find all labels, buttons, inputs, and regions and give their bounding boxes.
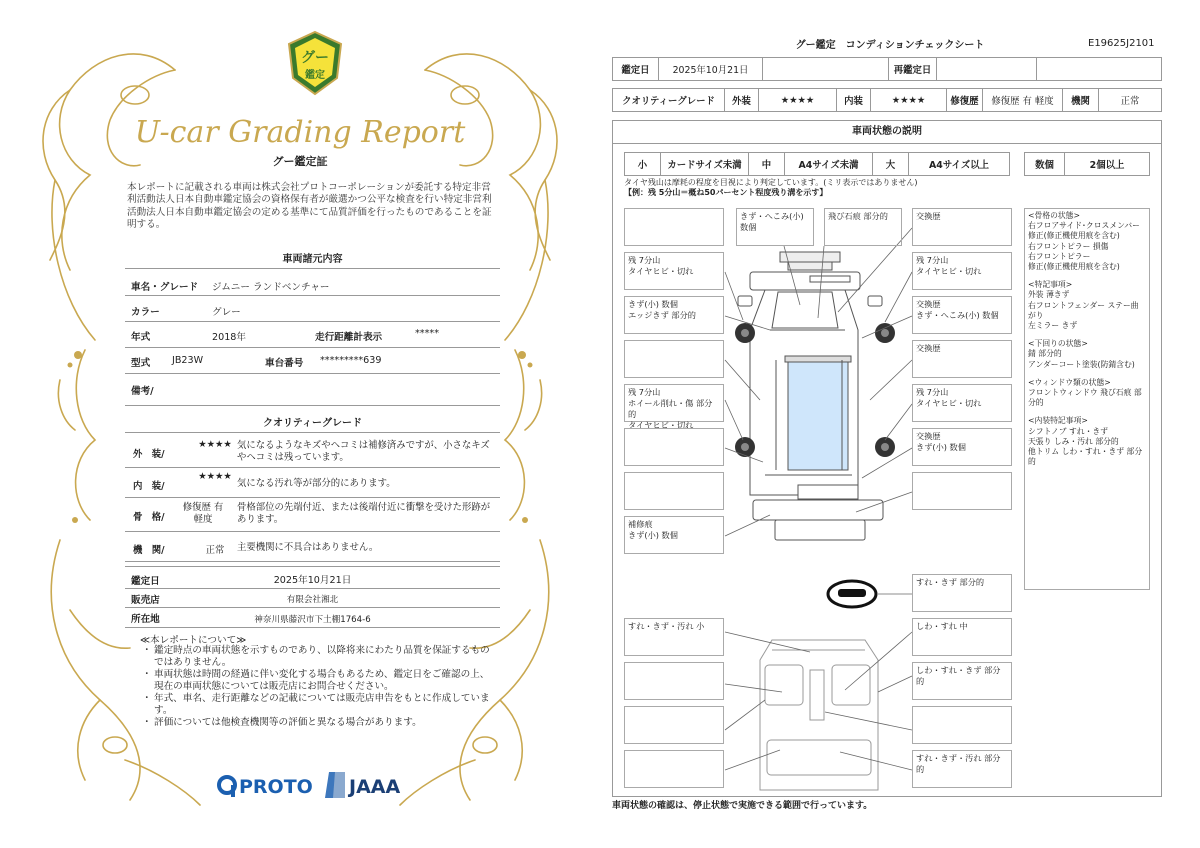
interior-box-right-2 (912, 662, 1012, 700)
exterior-note: 残 7分山 タイヤヒビ・切れ (628, 255, 694, 276)
interior-box-right-4 (912, 750, 1012, 788)
goo-appraisal-badge-icon (285, 30, 345, 96)
frame-condition-notes (1028, 211, 1146, 272)
proto-logo-icon (219, 776, 313, 798)
exterior-note: 残 7分山 ホイール削れ・傷 部分的 タイヤヒビ・切れ (628, 387, 713, 430)
exterior-box-left-1 (624, 208, 724, 246)
quality-frame-grade: 修復歴 有 軽度 (182, 502, 224, 525)
interior-box-left-1 (624, 618, 724, 656)
spec-color-value: グレー (212, 307, 241, 318)
spec-color-label: カラー (131, 307, 160, 318)
spec-model-label: 型式 (131, 358, 151, 369)
size-large-desc: A4サイズ以上 (909, 153, 1010, 176)
notes-line: シフトノブ すれ・きず (1028, 426, 1108, 436)
interior-value: ★★★★ (871, 89, 947, 112)
exterior-box-left-8 (624, 516, 724, 554)
condition-check-sheet (600, 0, 1200, 848)
reappraisal-date-label: 再鑑定日 (889, 58, 937, 81)
notes-line: アンダーコート塗装(防錆含む) (1028, 359, 1135, 369)
spec-name-value: ジムニー ランドベンチャー (212, 282, 330, 293)
interior-note: しわ・すれ 中 (916, 621, 968, 631)
badge-text-main: グー (301, 50, 329, 66)
quality-interior-grade: ★★★★ (198, 471, 232, 482)
notes-line: 修正(修正機使用痕を含む) (1028, 231, 1120, 241)
spec-mileage-label: 走行距離計表示 (315, 332, 383, 343)
notes-group-head: <ウィンドウ類の状態> (1028, 377, 1111, 387)
interior-note: すれ・きず・汚れ 部分的 (916, 753, 1001, 774)
exterior-box-left-7 (624, 472, 724, 510)
exterior-box-left-3 (624, 296, 724, 334)
condition-heading: 車両状態の説明 (612, 120, 1162, 144)
notes-line: 右フロントフェンダー ステー曲がり (1028, 300, 1139, 320)
partner-logos (217, 768, 407, 802)
sheet-footer: 車両状態の確認は、停止状態で実施できる範囲で行っています。 (612, 801, 873, 811)
specs-heading: 車両諸元内容 (282, 254, 343, 265)
exterior-box-top-center-right (824, 208, 902, 246)
interior-note: すれ・きず・汚れ 小 (628, 621, 705, 631)
jaaa-logo-icon (325, 772, 400, 798)
exterior-box-right-7 (912, 472, 1012, 510)
exterior-note: 交換歴 (916, 211, 941, 221)
quality-top-rule (125, 432, 500, 433)
exterior-box-left-4 (624, 340, 724, 378)
exterior-box-left-6 (624, 428, 724, 466)
notes-line: 錆 部分的 (1028, 349, 1062, 359)
exterior-box-right-6 (912, 428, 1012, 466)
quality-row-engine (125, 532, 500, 562)
notes-line: 右フロントピラー (1028, 251, 1091, 261)
certificate-statement: 本レポートに記載される車両は株式会社プロトコーポレーションが委託する特定非営利活動法人日本自動車鑑定協会の資格保有者が厳選かつ公平な検査を行い特定非営利活動法人日本自動車鑑定協会の定める基準にて品質評価を行ったものであることを証明する。 (127, 182, 492, 231)
quality-frame-label: 骨 格/ (133, 512, 165, 523)
exterior-note: 交換歴 (916, 343, 941, 353)
badge-text-sub: 鑑定 (305, 70, 325, 81)
notes-group-head: <下回りの状態> (1028, 339, 1088, 349)
spec-row-color (125, 296, 500, 322)
sheet-title: グー鑑定 コンディションチェックシート (795, 40, 985, 51)
size-medium-desc: A4サイズ未満 (785, 153, 873, 176)
interior-box-left-3 (624, 706, 724, 744)
report-note: ・ 年式、車名、走行距離などの記載については販売店申告をもとに作成しています。 (142, 693, 497, 717)
quality-engine-desc: 主要機関に不具合はありません。 (237, 542, 379, 553)
condition-notes-panel (1024, 208, 1150, 590)
dealer-row (125, 589, 500, 608)
appraisal-date-row (125, 566, 500, 589)
interior-box-steering (912, 574, 1012, 612)
exterior-note: 残 7分山 タイヤヒビ・切れ (916, 255, 982, 276)
exterior-box-top-center-left (736, 208, 814, 246)
spec-row-model (125, 348, 500, 374)
size-medium-label: 中 (749, 153, 785, 176)
certificate-title: グー鑑定証 (272, 155, 328, 168)
script-title-logo (100, 100, 500, 160)
spec-name-label: 車名・グレード (131, 282, 199, 293)
script-title-text: U-car Grading Report (134, 115, 466, 150)
exterior-note: 交換歴 きず・へこみ(小) 数個 (916, 299, 999, 320)
quality-heading: クオリティーグレード (263, 418, 362, 429)
appraisal-date-value: 2025年10月21日 (659, 58, 763, 81)
exterior-box-right-5 (912, 384, 1012, 422)
notes-line: 外装 薄きず (1028, 290, 1070, 300)
proto-logo-text: PROTO (239, 776, 313, 798)
interior-note: すれ・きず 部分的 (916, 577, 985, 587)
exterior-note: きず・へこみ(小) 数個 (740, 211, 804, 232)
address-label: 所在地 (131, 614, 160, 625)
exterior-box-right-4 (912, 340, 1012, 378)
quality-exterior-label: 外 装/ (133, 449, 165, 460)
notes-group-head: <骨格の状態> (1028, 211, 1081, 220)
quality-engine-grade: 正常 (205, 545, 225, 556)
spec-remarks-label: 備考/ (131, 386, 154, 397)
tread-note-line2: 【例：残 5分山＝概ね50パーセント程度残り溝を示す】 (624, 188, 828, 197)
window-notes (1028, 378, 1146, 409)
exterior-box-left-2 (624, 252, 724, 290)
exterior-box-right-3 (912, 296, 1012, 334)
dealer-value: 有限会社湘北 (286, 595, 339, 605)
count-legend-table (1024, 152, 1150, 176)
spec-row-year (125, 322, 500, 348)
tread-note-line1: タイヤ残山は摩耗の程度を目視により判定しています。(ミリ表示ではありません) (624, 178, 918, 187)
exterior-note: 飛び石痕 部分的 (828, 211, 888, 221)
spec-model-value: JB23W (172, 355, 204, 366)
notes-line: 左ミラー きず (1028, 321, 1078, 331)
report-notes-list (142, 645, 497, 729)
size-small-label: 小 (625, 153, 661, 176)
grade-table (612, 88, 1162, 112)
size-small-desc: カードサイズ未満 (661, 153, 749, 176)
exterior-box-right-2 (912, 252, 1012, 290)
spec-year-label: 年式 (131, 332, 151, 343)
quality-row-exterior (125, 434, 500, 468)
quality-interior-label: 内 装/ (133, 481, 165, 492)
spec-mileage-value: ***** (415, 328, 439, 339)
specs-top-rule (125, 268, 500, 269)
interior-note: しわ・すれ・きず 部分的 (916, 665, 1001, 686)
spec-row-remarks (125, 374, 500, 406)
quality-grade-label: クオリティーグレード (613, 89, 725, 112)
exterior-value: ★★★★ (759, 89, 837, 112)
spec-chassis-label: 車台番号 (265, 358, 304, 369)
notes-line: 修正(修正機使用痕を含む) (1028, 262, 1120, 272)
report-notes-heading: ≪本レポートについて≫ (140, 635, 247, 646)
exterior-note: 補修痕 きず(小) 数個 (628, 519, 678, 540)
dealer-label: 販売店 (131, 595, 160, 606)
interior-box-right-1 (912, 618, 1012, 656)
exterior-note: 交換歴 きず(小) 数個 (916, 431, 966, 452)
quality-engine-label: 機 関/ (133, 545, 165, 556)
exterior-box-top-right (912, 208, 1012, 246)
interior-box-left-2 (624, 662, 724, 700)
exterior-box-left-5 (624, 384, 724, 430)
notes-group-head: <特記事項> (1028, 280, 1073, 290)
count-desc: 2個以上 (1065, 153, 1150, 176)
quality-interior-desc: 気になる汚れ等が部分的にあります。 (237, 478, 396, 489)
appraisal-date-label: 鑑定日 (131, 576, 160, 587)
appraisal-date-value: 2025年10月21日 (273, 575, 352, 586)
underbody-notes (1028, 339, 1146, 370)
tread-note (624, 178, 917, 198)
date-table (612, 57, 1162, 81)
spec-year-value: 2018年 (212, 332, 247, 343)
jaaa-logo-text: JAAA (349, 776, 401, 798)
engine-value: 正常 (1099, 89, 1162, 112)
notes-line: 右フロントピラー 損傷 (1028, 241, 1109, 251)
report-note: ・ 車両状態は時間の経過に伴い変化する場合もあるため、鑑定日をご確認の上、現在の車両状態については販売店にお問合せください。 (142, 669, 497, 693)
quality-row-interior (125, 468, 500, 498)
sheet-id: E19625J2101 (1088, 38, 1155, 49)
address-value: 神奈川県藤沢市下土棚1764-6 (254, 615, 371, 625)
reappraisal-date-value (937, 58, 1037, 81)
notes-line: 天張り しみ・汚れ 部分的 (1028, 436, 1119, 446)
repair-value: 修復歴 有 軽度 (983, 89, 1063, 112)
spec-chassis-value: *********639 (320, 355, 382, 366)
special-notes (1028, 280, 1146, 331)
exterior-label: 外装 (725, 89, 759, 112)
notes-line: 右フロアサイド･クロスメンバー (1028, 221, 1140, 231)
report-note: ・ 鑑定時点の車両状態を示すものであり、以降将来にわたり品質を保証するものではありません。 (142, 645, 497, 669)
quality-row-frame (125, 498, 500, 532)
exterior-note: きず(小) 数個 エッジきず 部分的 (628, 299, 696, 320)
exterior-note: 残 7分山 タイヤヒビ・切れ (916, 387, 982, 408)
quality-frame-desc: 骨格部位の先端付近、または後端付近に衝撃を受けた形跡があります。 (237, 502, 491, 525)
count-label: 数個 (1025, 153, 1065, 176)
blank-cell (1037, 58, 1162, 81)
size-legend-table (624, 152, 1010, 176)
quality-exterior-desc: 気になるようなキズやヘコミは補修済みですが、小さなキズやヘコミは残っています。 (237, 440, 490, 463)
interior-box-right-3 (912, 706, 1012, 744)
interior-box-left-4 (624, 750, 724, 788)
notes-line: 他トリム しわ・すれ・きず 部分的 (1028, 447, 1143, 467)
appraisal-date-label: 鑑定日 (613, 58, 659, 81)
size-large-label: 大 (873, 153, 909, 176)
address-row (125, 608, 500, 628)
notes-group-head: <内装特記事項> (1028, 416, 1088, 426)
quality-exterior-grade: ★★★★ (198, 439, 232, 450)
notes-line: フロントウィンドウ 飛び石痕 部分的 (1028, 388, 1142, 408)
blank-cell (763, 58, 889, 81)
report-note: ・ 評価については他検査機関等の評価と異なる場合があります。 (142, 717, 497, 729)
interior-label: 内装 (837, 89, 871, 112)
spec-row-name (125, 270, 500, 296)
interior-notes (1028, 416, 1146, 467)
repair-label: 修復歴 (947, 89, 983, 112)
engine-label: 機関 (1063, 89, 1099, 112)
